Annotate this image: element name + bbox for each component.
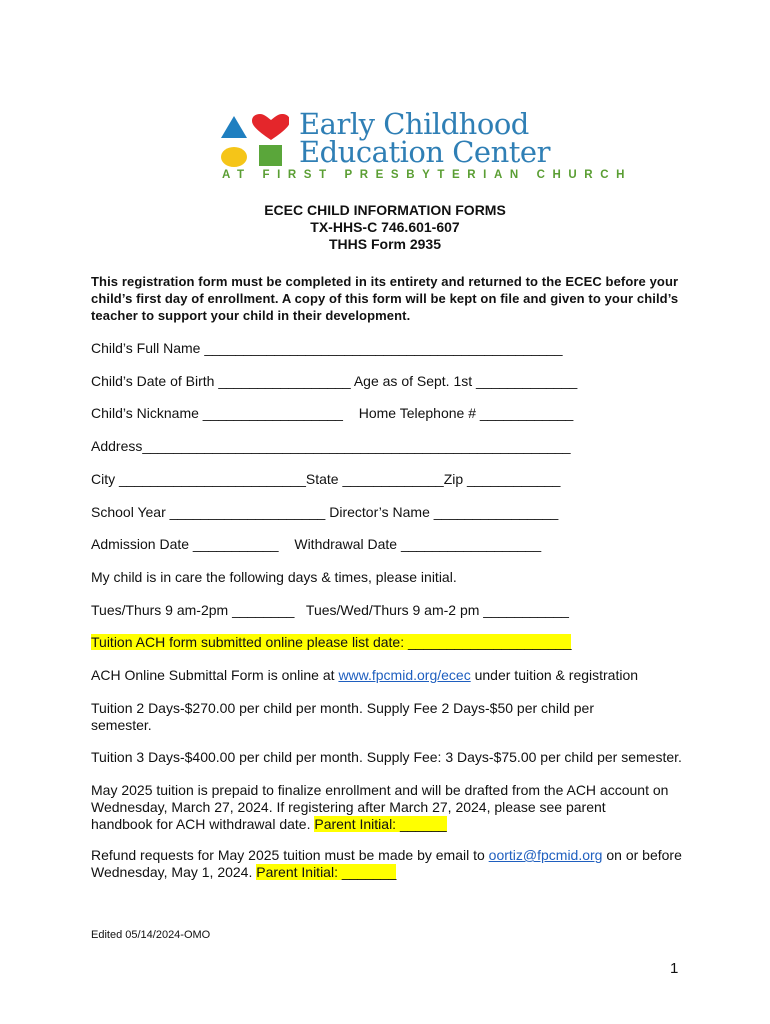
refund-parent-initial[interactable]: Parent Initial: _______ [256,864,397,880]
logo-line-1: Early Childhood [299,107,529,141]
logo-name [299,107,550,169]
square-icon [259,145,282,166]
nickname-field[interactable]: Child’s Nickname __________________ [91,405,343,421]
ecec-website-link[interactable]: www.fpcmid.org/ecec [338,667,471,683]
withdrawal-date-field[interactable]: Withdrawal Date __________________ [294,536,542,552]
logo-shapes-icon [219,114,289,170]
school-director-row [91,504,558,521]
care-days-text: My child is in care the following days & times, please initial. [91,569,457,585]
tues-thurs-initial[interactable]: Tues/Thurs 9 am-2pm ________ [91,602,295,618]
phone-field[interactable]: Home Telephone # ____________ [358,405,574,421]
city-field[interactable]: City ________________________ [91,471,306,487]
refund-after: on or before Wednesday, May 1, 2024. [91,847,682,880]
triangle-icon [221,116,247,138]
title-line-3: THHS Form 2935 [328,236,442,252]
edited-note: Edited 05/14/2024-OMO [91,929,211,941]
ecec-logo [219,107,633,190]
city-state-zip-row [91,471,560,488]
tuition-3-days-text: Tuition 3 Days-$400.00 per child per month. Supply Fee: 3 Days-$75.00 per child per semester. [91,749,682,765]
admission-withdrawal-row [91,536,541,553]
address-field[interactable]: Address_______________________________________________________ [91,438,571,454]
ach-online-after: under tuition & registration [470,667,639,683]
title-line-1: ECEC CHILD INFORMATION FORMS [264,202,506,218]
prepaid-text [91,782,671,833]
page-number: 1 [670,960,679,977]
tues-wed-thurs-initial[interactable]: Tues/Wed/Thurs 9 am-2 pm ___________ [305,602,569,618]
refund-text [91,847,691,881]
ach-date-row [91,634,571,651]
intro-paragraph: This registration form must be completed in its entirety and returned to the ECEC before your child’s first day of enrollment. A copy of this form will be kept on file and given to your child’s teacher to support your child in their development. [91,274,679,323]
admission-date-field[interactable]: Admission Date ___________ [91,536,279,552]
form-title [0,202,770,253]
dob-age-row [91,373,577,390]
director-field[interactable]: Director’s Name ________________ [329,504,559,520]
refund-before: Refund requests for May 2025 tuition must be made by email to [91,847,489,863]
tuition-2-days-text: Tuition 2 Days-$270.00 per child per month. Supply Fee 2 Days-$50 per child per semester. [91,700,594,733]
prepaid-parent-initial[interactable]: Parent Initial: ______ [314,816,447,832]
ach-online-before: ACH Online Submittal Form is online at [91,667,339,683]
zip-field[interactable]: Zip ____________ [443,471,561,487]
dob-field[interactable]: Child’s Date of Birth _________________ [91,373,351,389]
logo-tagline: AT FIRST PRESBYTERIAN CHURCH [222,169,633,181]
logo-line-2: Education Center [299,135,550,169]
age-field[interactable]: Age as of Sept. 1st _____________ [353,373,578,389]
ach-date-field[interactable]: Tuition ACH form submitted online please list date: _____________________ [91,634,572,650]
heart-icon [252,114,289,140]
full-name-field[interactable]: Child’s Full Name ______________________________________________ [91,340,563,356]
school-year-field[interactable]: School Year ____________________ [91,504,326,520]
state-field[interactable]: State _____________ [305,471,444,487]
prepaid-body: May 2025 tuition is prepaid to finalize enrollment and will be drafted from the ACH account on Wednesday, March 27, 2024. If registering after March 27, 2024, please see parent handbook for ACH withdrawal date. [91,782,669,832]
refund-email-link[interactable]: oortiz@fpcmid.org [488,847,603,863]
nickname-phone-row [91,405,573,422]
circle-icon [221,147,247,167]
schedule-row [91,602,569,619]
ach-online-text [91,667,638,684]
title-line-2: TX-HHS-C 746.601-607 [310,219,460,235]
